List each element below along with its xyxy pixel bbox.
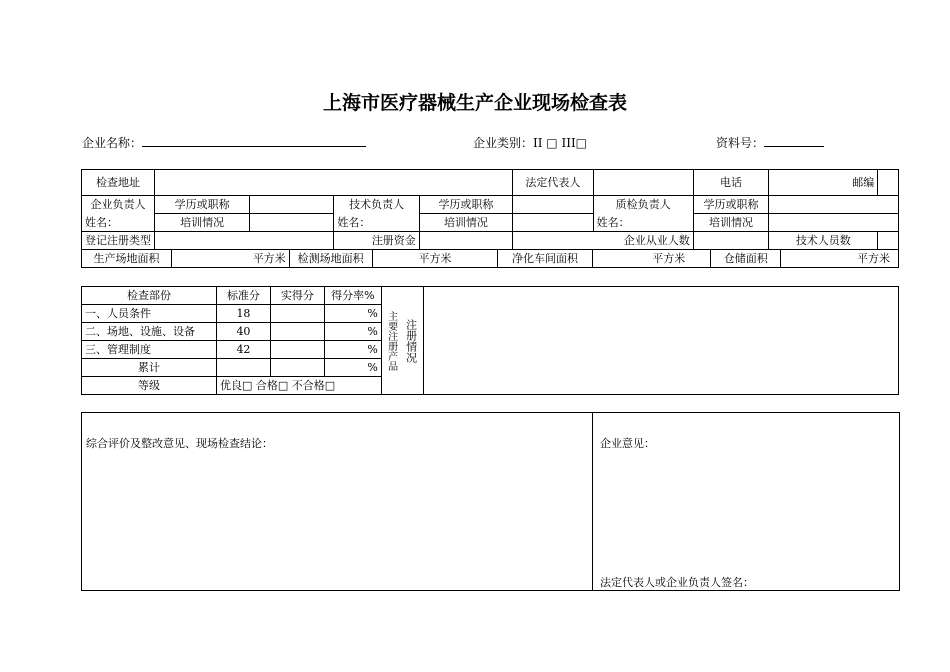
reg-status-cell (399, 287, 423, 395)
company-name-label: 企业名称： (82, 136, 143, 150)
postcode-value[interactable] (878, 170, 899, 196)
info-table (81, 169, 899, 250)
score-header-actual: 实得分 (270, 287, 324, 305)
test-area-unit[interactable]: 平方米 (372, 250, 497, 268)
reg-capital-value[interactable] (419, 232, 512, 250)
total-actual[interactable] (270, 359, 324, 377)
grade-options[interactable]: 优良□ 合格□ 不合格□ (216, 377, 381, 395)
total-standard (216, 359, 270, 377)
score-row-standard: 40 (216, 323, 270, 341)
score-row-actual[interactable] (270, 305, 324, 323)
company-head-training: 培训情况 (155, 214, 250, 232)
company-type-label: 企业类别： (473, 136, 534, 150)
tech-head-label: 技术负责人 (334, 196, 419, 214)
doc-no-label: 资料号： (716, 136, 765, 150)
tech-head-edu-value[interactable] (513, 196, 594, 214)
clean-area-label: 净化车间面积 (497, 250, 593, 268)
tech-head-training: 培训情况 (419, 214, 512, 232)
evaluation-label: 综合评价及整改意见、现场检查结论： (86, 437, 273, 450)
score-row-actual[interactable] (270, 323, 324, 341)
storage-area-label: 仓储面积 (711, 250, 781, 268)
tech-head-name[interactable]: 姓名： (334, 214, 419, 232)
phone-label: 电话 (693, 170, 769, 196)
employees-value[interactable] (693, 232, 769, 250)
company-head-training-value[interactable] (250, 214, 334, 232)
company-head-edu-value[interactable] (250, 196, 334, 214)
company-type-options[interactable]: II □ III□ (533, 136, 588, 150)
reg-capital-label: 注册资金 (334, 232, 419, 250)
score-row-standard: 42 (216, 341, 270, 359)
quality-head-name[interactable]: 姓名： (593, 214, 693, 232)
quality-head-label: 质检负责人 (593, 196, 693, 214)
area-table (81, 249, 899, 268)
score-table (81, 286, 899, 395)
comments-divider (592, 413, 593, 590)
quality-head-training-value[interactable] (769, 214, 899, 232)
page-title: 上海市医疗器械生产企业现场检查表 (322, 92, 627, 114)
company-name-field[interactable] (82, 134, 366, 151)
tech-staff-value[interactable] (878, 232, 899, 250)
doc-no-line[interactable] (764, 134, 824, 147)
main-products-cell (381, 287, 399, 395)
main-products-label: 主要注册产品 (385, 310, 397, 371)
total-label: 累计 (82, 359, 217, 377)
reg-status-label: 注册情况 (404, 318, 418, 363)
score-header-item: 检查部份 (82, 287, 217, 305)
quality-head-edu-value[interactable] (769, 196, 899, 214)
score-row-item: 一、人员条件 (82, 305, 217, 323)
score-row-item: 三、管理制度 (82, 341, 217, 359)
score-header-standard: 标准分 (216, 287, 270, 305)
inspect-address-label: 检查地址 (82, 170, 155, 196)
postcode-label: 邮编 (769, 170, 878, 196)
score-row-pct[interactable]: % (324, 305, 381, 323)
inspect-address-value[interactable] (155, 170, 513, 196)
grade-label: 等级 (82, 377, 217, 395)
score-row-pct[interactable]: % (324, 341, 381, 359)
company-name-line[interactable] (142, 134, 366, 147)
storage-area-unit[interactable]: 平方米 (781, 250, 899, 268)
company-head-name[interactable]: 姓名： (82, 214, 155, 232)
tech-head-edu: 学历或职称 (419, 196, 512, 214)
tech-head-training-value[interactable] (513, 214, 594, 232)
reg-type-label: 登记注册类型 (82, 232, 155, 250)
company-opinion-label: 企业意见： (600, 437, 655, 450)
quality-head-edu: 学历或职称 (693, 196, 769, 214)
prod-area-label: 生产场地面积 (82, 250, 172, 268)
score-row-item: 二、场地、设施、设备 (82, 323, 217, 341)
total-pct[interactable]: % (324, 359, 381, 377)
reg-type-value[interactable] (155, 232, 334, 250)
evaluation-input-area[interactable] (86, 453, 586, 585)
company-opinion-input-area[interactable] (600, 453, 892, 569)
prod-area-unit[interactable]: 平方米 (171, 250, 289, 268)
score-row-pct[interactable]: % (324, 323, 381, 341)
tech-staff-label: 技术人员数 (769, 232, 878, 250)
clean-area-unit[interactable]: 平方米 (593, 250, 711, 268)
reg-status-value[interactable] (423, 287, 898, 395)
quality-head-training: 培训情况 (693, 214, 769, 232)
test-area-label: 检测场地面积 (289, 250, 372, 268)
signature-label: 法定代表人或企业负责人签名： (600, 576, 754, 589)
employees-label: 企业从业人数 (513, 232, 694, 250)
legal-rep-value[interactable] (593, 170, 693, 196)
score-header-pct: 得分率% (324, 287, 381, 305)
company-type-field (473, 134, 587, 151)
score-row-standard: 18 (216, 305, 270, 323)
comments-box (81, 412, 900, 591)
company-head-edu: 学历或职称 (155, 196, 250, 214)
doc-no-field[interactable] (716, 134, 824, 151)
company-head-label: 企业负责人 (82, 196, 155, 214)
score-row-actual[interactable] (270, 341, 324, 359)
legal-rep-label: 法定代表人 (513, 170, 594, 196)
